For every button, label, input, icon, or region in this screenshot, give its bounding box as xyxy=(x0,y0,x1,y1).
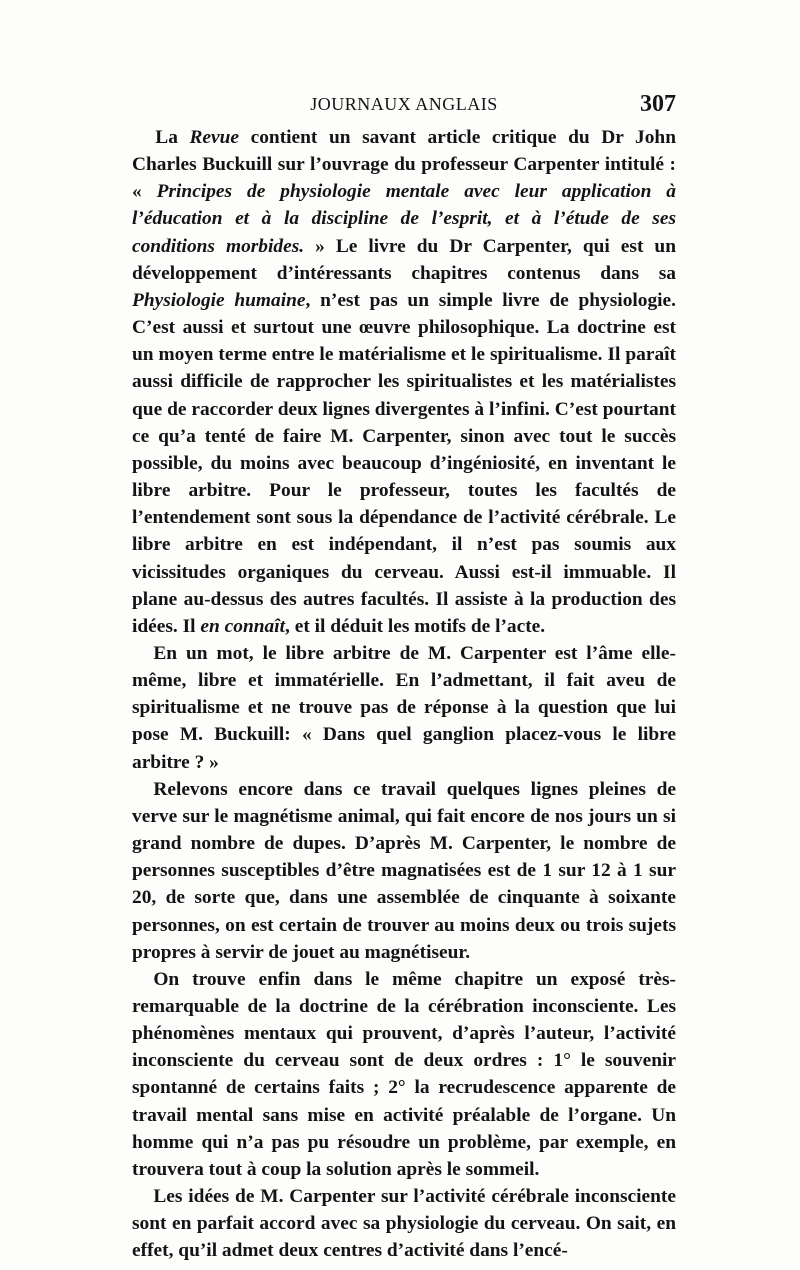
paragraph-3: Relevons encore dans ce travail quelques lignes pleines de verve sur le magnétisme animal, qui fait encore de nos jours un si grand nombre de dupes. D’après M. Carpenter, le nombre de personnes susceptibles d’être magnatisées est de 1 sur 12 à 1 sur 20, de sorte que, dans une assemblée de cinquante à soixante personnes, on est certain de trouver au moins deux ou trois sujets propres à servir de jouet au magnétiseur. xyxy=(132,778,676,963)
emphasis-text: en connaît xyxy=(200,615,286,637)
paragraph-1-text-a: La xyxy=(155,127,190,148)
book-title: Principes de physiologie mentale avec leur application à l’éducation et à la discipline de l’esprit, et à l’étude de ses conditions morbides. xyxy=(132,181,676,257)
paragraph-1 xyxy=(132,124,676,640)
body-text xyxy=(132,124,676,1265)
paragraph-1-text-e: , et il déduit les motifs de l’acte. xyxy=(285,615,546,637)
work-title: Physiologie humaine xyxy=(132,289,306,311)
page-number: 307 xyxy=(640,91,676,117)
paragraph-4: On trouve enfin dans le même chapitre un exposé très-remarquable de la doctrine de la cérébration inconsciente. Les phénomènes mentaux qui prouvent, d’après l’auteur, l’activité inconsciente du cerveau sont de deux ordres : 1° le souvenir spontanné de certains faits ; 2° la recrudescence apparente de travail mental sans mise en activité préalable de l’organe. Un homme qui n’a pas pu résoudre un problème, par exemple, en trouvera tout à coup la solution après le sommeil. xyxy=(132,968,676,1180)
paragraph-1-text-b: contient un savant article critique du Dr John Charles Buckuill sur l’ouvrage du professeur Carpenter intitulé : « xyxy=(132,127,677,203)
paragraph-5: Les idées de M. Carpenter sur l’activité cérébrale inconsciente sont en parfait accord avec sa physiologie du cerveau. On sait, en effet, qu’il admet deux centres d’activité dans l’encé- xyxy=(132,1186,676,1262)
running-header xyxy=(132,91,676,124)
paragraph-1-text-c: » Le livre du Dr Carpenter, qui est un développement d’intéressants chapitres contenus dans sa xyxy=(132,235,677,284)
journal-title: Revue xyxy=(189,127,240,148)
paragraph-1-text-d: , n’est pas un simple livre de physiologie. C’est aussi et surtout une œuvre philosophique. La doctrine est un moyen terme entre le matérialisme et le spiritualisme. Il paraît aussi difficile de rapprocher les spiritualistes et les matérialistes que de raccorder deux lignes divergentes à l’infini. C’est pourtant ce qu’a tenté de faire M. Carpenter, sinon avec tout le succès possible, du moins avec beaucoup d’ingéniosité, en inventant le libre arbitre. Pour le professeur, toutes les facultés de l’entendement sont sous la dépendance de l’activité cérébrale. Le libre arbitre en est indépendant, il n’est pas soumis aux vicissitudes organiques du cerveau. Aussi est-il immuable. Il plane au-dessus des autres facultés. Il assiste à la production des idées. Il xyxy=(132,289,677,637)
running-title: JOURNAUX ANGLAIS xyxy=(310,94,498,114)
paragraph-2: En un mot, le libre arbitre de M. Carpenter est l’âme elle-même, libre et immatérielle. En l’admettant, il fait aveu de spiritualisme et ne trouve pas de réponse à la question que lui pose M. Buckuill: « Dans quel ganglion placez-vous le libre arbitre ? » xyxy=(132,642,676,773)
